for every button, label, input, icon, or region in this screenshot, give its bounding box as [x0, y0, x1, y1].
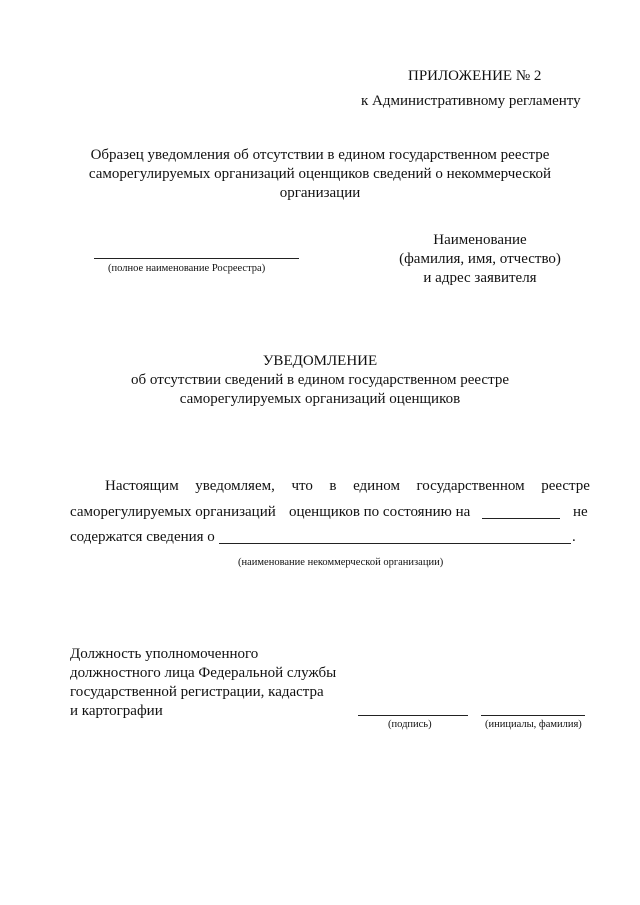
body-line-3-end: .	[572, 529, 576, 545]
body-line-1	[105, 477, 590, 495]
notice-subtitle-line-2: саморегулируемых организаций оценщиков	[179, 391, 461, 407]
appendix-title: ПРИЛОЖЕНИЕ № 2	[408, 68, 542, 84]
notice-title: УВЕДОМЛЕНИЕ	[262, 353, 378, 369]
recipient-caption: (полное наименование Росреестра)	[108, 263, 266, 274]
date-blank	[482, 518, 560, 519]
signature-caption: (подпись)	[388, 719, 432, 730]
notice-subtitle-line-1: об отсутствии сведений в едином государственном реестре	[131, 372, 509, 388]
signatory-line-3: государственной регистрации, кадастра	[70, 684, 324, 700]
body-line-3-text: содержатся сведения о	[70, 529, 215, 545]
organization-name-blank	[219, 543, 571, 544]
body-word: реестре	[541, 478, 590, 494]
body-word: в	[329, 478, 337, 494]
name-blank	[481, 715, 585, 716]
body-word: государственном	[416, 478, 525, 494]
applicant-line-2: (фамилия, имя, отчество)	[399, 251, 561, 267]
body-word: Настоящим	[105, 478, 179, 494]
signatory-line-4: и картографии	[70, 703, 163, 719]
sample-heading-line-2: саморегулируемых организаций оценщиков сведений о некоммерческой	[88, 166, 552, 182]
signature-blank	[358, 715, 468, 716]
applicant-line-1: Наименование	[433, 232, 527, 248]
body-word: уведомляем,	[195, 478, 275, 494]
body-word: что	[291, 478, 313, 494]
signatory-line-1: Должность уполномоченного	[70, 646, 259, 662]
body-line-2-text: саморегулируемых организаций	[70, 504, 276, 520]
body-line-2-end: не	[573, 504, 588, 520]
sample-heading-line-3: организации	[279, 185, 361, 201]
body-word: едином	[353, 478, 400, 494]
body-line-2-text-2: оценщиков по состоянию на	[289, 504, 471, 520]
organization-caption: (наименование некоммерческой организации)	[238, 557, 444, 568]
appendix-subtitle: к Административному регламенту	[361, 93, 581, 109]
sample-heading-line-1: Образец уведомления об отсутствии в едином государственном реестре	[90, 147, 550, 163]
signatory-line-2: должностного лица Федеральной службы	[70, 665, 337, 681]
recipient-name-blank	[94, 258, 299, 259]
applicant-line-3: и адрес заявителя	[423, 270, 537, 286]
name-caption: (инициалы, фамилия)	[485, 719, 582, 730]
